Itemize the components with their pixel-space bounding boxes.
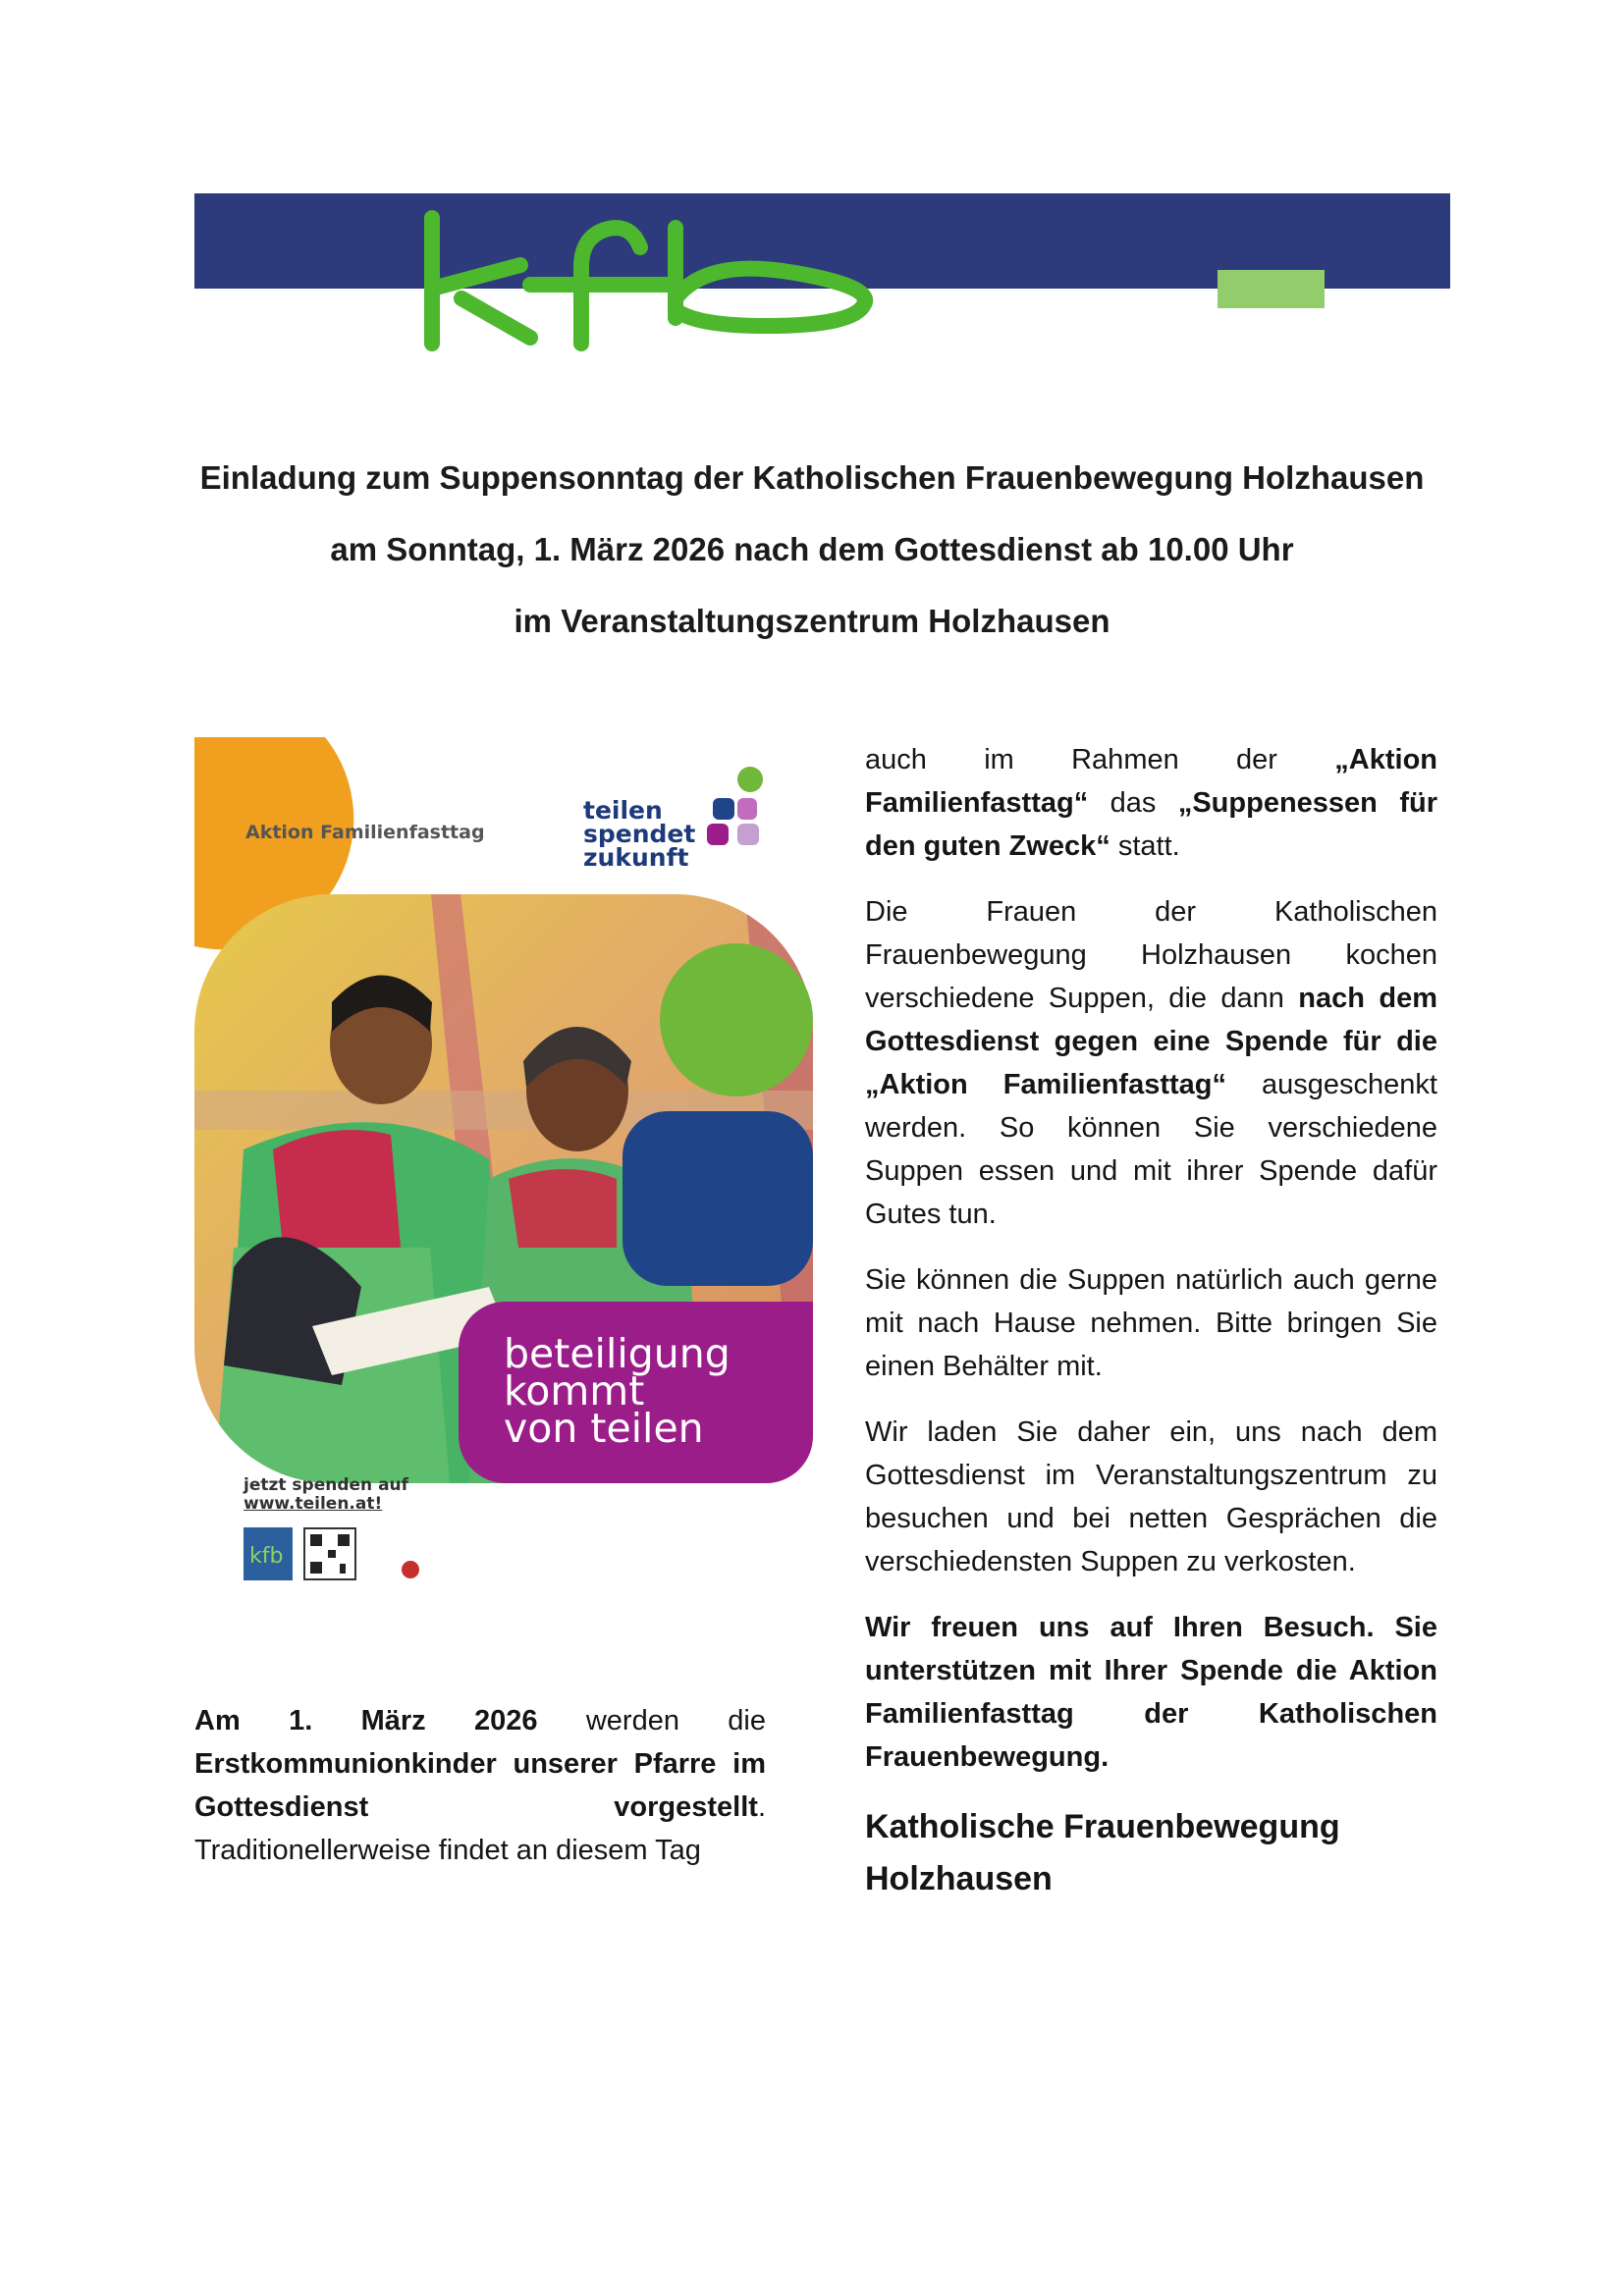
right-paragraph-3: Sie können die Suppen natürlich auch gerne mit nach Hause nehmen. Bitte bringen Sie einen Behälter mit.	[865, 1264, 1437, 1382]
left-text-1: werden die	[537, 1705, 766, 1736]
poster-donate-url: www.teilen.at!	[244, 1494, 383, 1514]
right-paragraph-1	[865, 738, 1437, 868]
right-p2-text-2: ausgeschenkt werden. So können Sie verschiedene Suppen essen und mit ihrer Spende dafür Gutes tun.	[865, 1069, 1437, 1230]
poster-aktion-label: Aktion Familienfasttag	[245, 822, 485, 843]
poster-donate	[244, 1476, 408, 1514]
right-p1-bold-2: „Suppenessen für den guten Zweck“	[865, 787, 1437, 862]
poster-brand-teilen: teilen	[583, 796, 663, 825]
poster-brand	[583, 796, 696, 872]
poster-slogan	[504, 1330, 731, 1452]
right-p2-bold: nach dem Gottesdienst gegen eine Spende für die „Aktion Familienfasttag“	[865, 983, 1437, 1100]
poster-slogan-line1: beteiligung	[504, 1330, 731, 1377]
title-line-1: Einladung zum Suppensonntag der Katholischen Frauenbewegung Holzhausen	[199, 459, 1425, 496]
title-line-3: im Veranstaltungszentrum Holzhausen	[514, 603, 1110, 639]
poster-brand-zukunft: zukunft	[583, 843, 689, 872]
poster-donate-text: jetzt spenden auf	[244, 1475, 409, 1495]
right-column	[865, 738, 1437, 1905]
right-paragraph-4: Wir laden Sie daher ein, uns nach dem Gottesdienst im Veranstaltungszentrum zu besuchen und bei netten Gesprächen die verschiedensten Suppen zu verkosten.	[865, 1416, 1437, 1577]
right-p1-text-1: auch im Rahmen der	[865, 744, 1335, 775]
left-date: Am 1. März 2026	[194, 1705, 538, 1736]
right-paragraph-2	[865, 890, 1437, 1236]
right-p1-text-3: statt.	[1110, 830, 1180, 862]
poster-slogan-line3: von teilen	[504, 1405, 704, 1452]
left-communion: Erstkommunionkinder unserer Pfarre im Gottesdienst vorgestellt	[194, 1748, 766, 1823]
right-p1-text-2: das	[1088, 787, 1178, 819]
logo-accent-bar	[1218, 270, 1325, 308]
left-text-2: . Traditionellerweise findet an diesem Tag	[194, 1791, 766, 1866]
signature-line-2: Holzhausen	[865, 1860, 1053, 1897]
right-p2-text-1: Die Frauen der Katholischen Frauenbewegung Holzhausen kochen verschiedene Suppen, die dann	[865, 896, 1437, 1014]
right-paragraph-5: Wir freuen uns auf Ihren Besuch. Sie unterstützen mit Ihrer Spende die Aktion Familienfasttag der Katholischen Frauenbewegung.	[865, 1612, 1437, 1773]
campaign-poster	[194, 737, 813, 1601]
kfb-logo	[412, 208, 923, 355]
signature	[865, 1801, 1437, 1905]
poster-brand-spendet: spendet	[583, 820, 696, 848]
poster-slogan-line2: kommt	[504, 1367, 645, 1415]
signature-line-1: Katholische Frauenbewegung	[865, 1808, 1340, 1845]
right-p1-bold-1: „Aktion Familienfasttag“	[865, 744, 1437, 819]
left-column	[194, 1699, 766, 1872]
title-line-2: am Sonntag, 1. März 2026 nach dem Gottesdienst ab 10.00 Uhr	[330, 531, 1294, 567]
left-paragraph	[194, 1699, 766, 1872]
poster-graphics	[194, 737, 813, 1601]
poster-kfb-logo: kfb	[249, 1544, 284, 1569]
